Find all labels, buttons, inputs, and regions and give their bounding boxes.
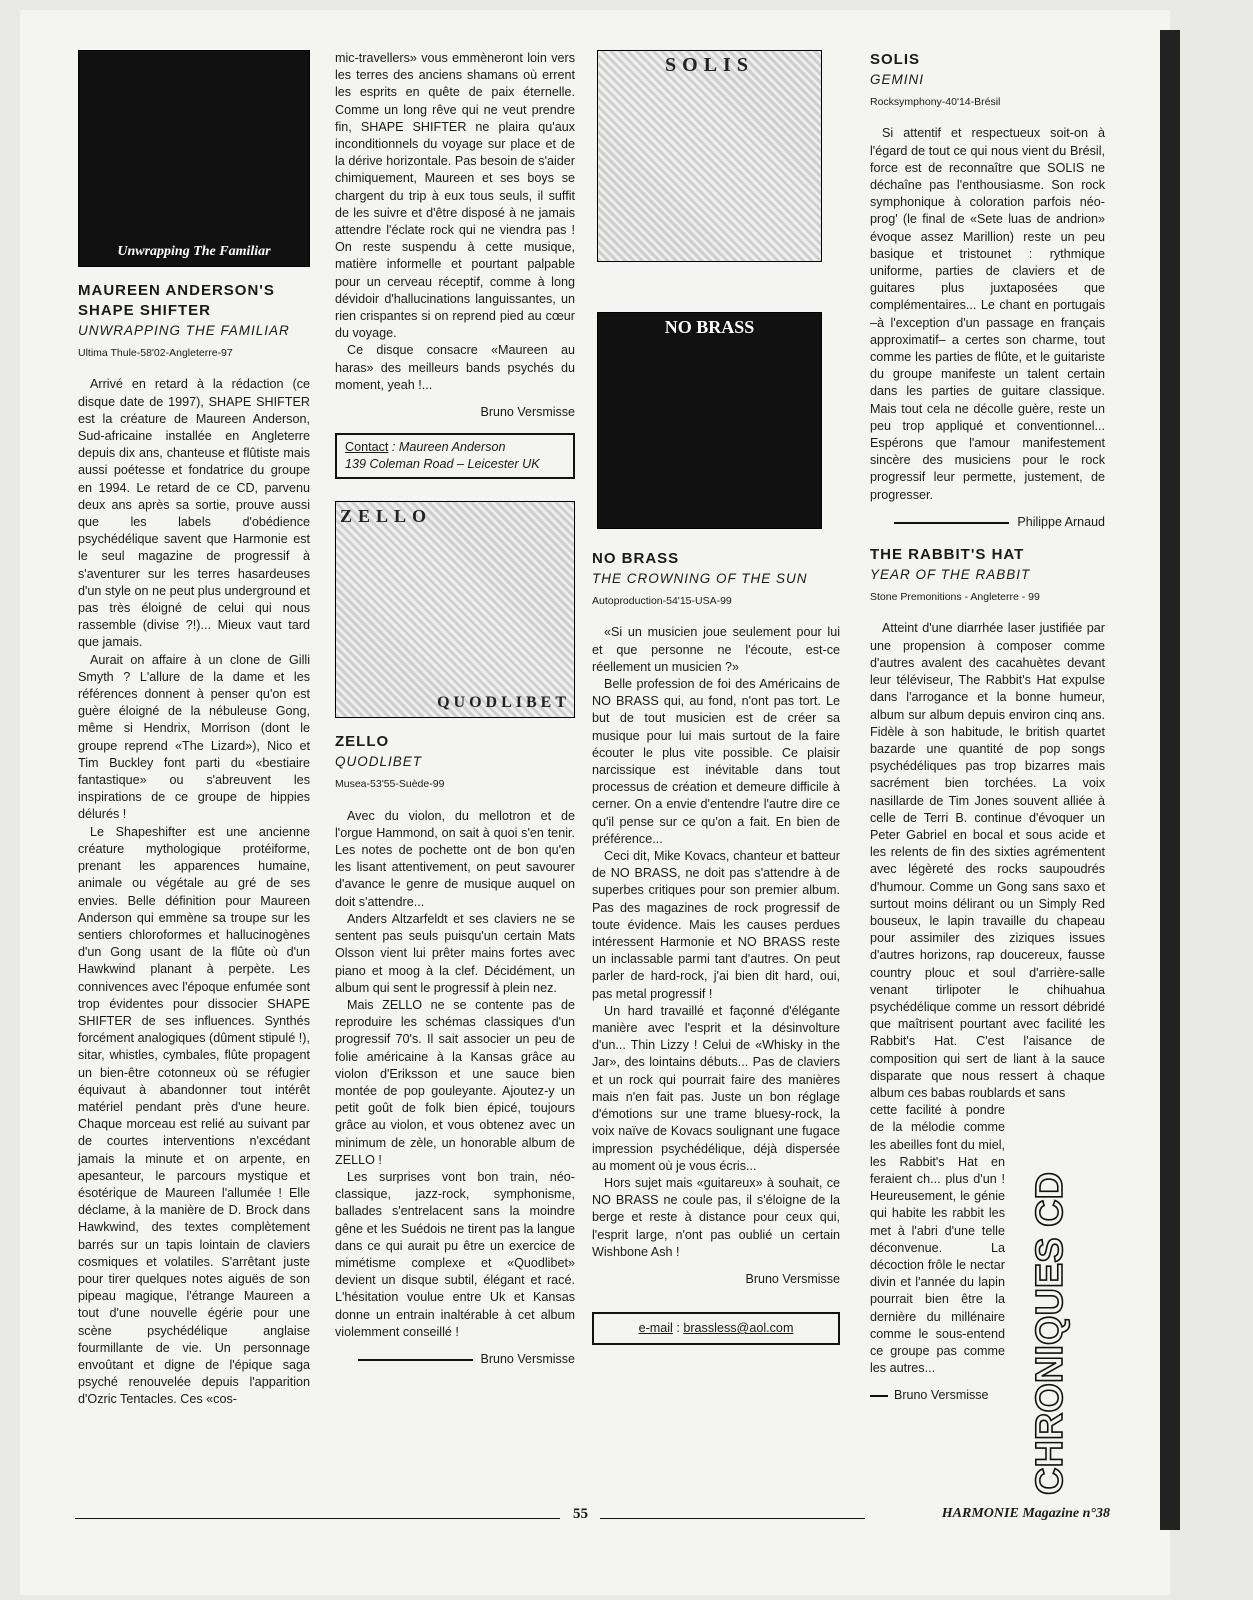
maureen-contact-box [335,433,575,479]
solis-title: SOLIS [870,51,921,68]
nobrass-album-cover [597,312,822,529]
page-number: 55 [573,1506,588,1522]
email-address[interactable]: brassless@aol.com [683,1321,794,1336]
chroniques-stamp-graphic [1010,1135,1090,1505]
nobrass-title: NO BRASS [592,550,680,567]
zello-p3: Mais ZELLO ne se contente pas de reproduire les schémas classiques d'un progressif 70's. Il sait associer un peu de folie américaine à la Kansas grâce au violon d'Eriksson et une sauce bien montée de pop gouleyante. Ajoutez-y un petit goût de folk bien épicé, toujours grâce au violon, et vous obtenez avec un minimum de zèle, un honorable album de ZELLO ! [335,997,575,1167]
solis-ref: Rocksymphony-40'14-Brésil [870,96,1001,109]
nobrass-email-box: e-mail : brassless@aol.com [592,1312,840,1345]
footer-rule-right [600,1518,865,1519]
maureen-title [78,281,310,321]
rabbit-p2: cette facilité à pondre de la mélodie comme les abeilles font du miel, les Rabbit's Hat en feraient ch... plus d'un ! Heureusement, le génie qui habite les rabbit les met à l'abri d'une telle déconvenue. La décoction frôle le nectar divin et l'année du lapin pourrait bien être la dernière du millénaire comme le sous-entend ce groupe pas comme les autres... [870,1103,1005,1376]
solis-author: Philippe Arnaud [1017,514,1105,529]
nobrass-p4: Un hard travaillé et façonné d'élégante manière avec l'esprit et la désinvolture d'un... Thin Lizzy ! Celui de «Whisky in the Jar», des lointains débuts... Pas de claviers et un rock qui pourrait faire des manières mais n'en fait pas. Juste un bon réglage d'émotions sur une trame bluesy-rock, la voix naïve de Kovacs soulignant une fugace impression psychédélique, déjà dispersée au moment où je vous écris... [592,1003,840,1173]
page-edge [1160,30,1180,1530]
maureen-p1: Arrivé en retard à la rédaction (ce disque date de 1997), SHAPE SHIFTER est la créature de Maureen Anderson, Sud-africaine installée en Angleterre depuis dix ans, chanteuse et flûtiste mais aussi poétesse et fondatrice du groupe en 1994. Le retard de ce CD, parvenu deux ans après sa sortie, prouve aussi que les labels d'obédience psychédélique savent que Harmonie est le seul magazine de progressif à s'aventurer sur les terres hasardeuses d'un style on ne peut plus underground et pas très éloigné de celui qui nous rassemble (divise ?!)... Mieux vaut tard que jamais. [78,377,310,650]
zello-cover-text: ZELLO [340,506,433,527]
rabbit-title: THE RABBIT'S HAT [870,546,1025,564]
solis-album: GEMINI [870,72,925,87]
solis-cover-text: SOLIS [665,54,754,76]
stamp-text: CHRONIQUES CD [1029,1171,1071,1495]
solis-p1: Si attentif et respectueux soit-on à l'égard de tout ce qui nous vient du Brésil, force est de reconnaître que SOLIS ne déchaîne pas l'enthousiasme. Son rock symphonique à coloration parfois néo-prog' (le final de «Sete luas de andrion» évoque assez Marillion) reste un peu basique et tristounet : rythmique uniforme, parties de claviers et de guitares plus juxtaposées que complémentaires... Le chant en portugais –à l'exception d'un passage en français approximatif– a certes son charme, tout comme les parties de flûte, et le guitariste du groupe manifeste un talent certain dans les parties de guitare classique. Mais tout cela ne décolle guère, reste un peu trop appliqué et conventionnel... Espérons que l'amour manifestement sincère des musiciens pour le rock progressif leur permette, justement, de progresser. [870,126,1105,502]
column-1 [78,50,310,1409]
nobrass-cover-text: NO BRASS [664,317,755,337]
zello-cover-sub: QUODLIBET [437,694,570,712]
zello-signature [335,1351,575,1368]
nobrass-ref: Autoproduction-54'15-USA-99 [592,595,732,608]
maureen-author: Bruno Versmisse [480,405,575,420]
rabbit-ref: Stone Premonitions - Angleterre - 99 [870,591,1040,604]
zello-p2: Anders Altzarfeldt et ses claviers ne se sentent pas seuls puisqu'un certain Mats Olsson vient lui prêter mains fortes avec piano et moog à la clef. Décidément, un album qui sent le progressif à plein nez. [335,911,575,995]
zello-p1: Avec du violon, du mellotron et de l'orgue Hammond, on sait à quoi s'en tenir. Les notes de pochette ont de bon qu'en les lisant attentivement, on peut savourer d'avance le genre de musique auquel on doit s'attendre... [335,808,575,909]
maureen-p4: mic-travellers» vous emmèneront loin vers les terres des anciens shamans où errent les esprits en quête de paix éternelle. Comme un long rêve qui ne veut prendre fin, SHAPE SHIFTER ne plaira qu'aux inconditionnels du voyage sur place et de la dérive horizontale. Pas besoin de s'aider chimiquement, Maureen et ses boys se chargent du trip à eux tous seuls, il suffit de les suivre et d'être disposé à ne jamais attendre l'éclate rock qui ne viendra pas ! On reste suspendu à cette musique, matière informelle et pourtant palpable pour un cerveau réceptif, comme à long dévidoir d'hallucinations languissantes, un rien crispantes si on reprend pied au cœur du voyage. [335,51,575,341]
maureen-signature [335,404,575,421]
maureen-album-cover [78,50,310,267]
email-label: e-mail [638,1321,673,1336]
magazine-name: HARMONIE Magazine n°38 [941,1506,1110,1521]
signature-rule [358,1359,473,1361]
nobrass-p1: «Si un musicien joue seulement pour lui et que personne ne l'écoute, est-ce réellement un musicien ?» [592,625,840,674]
page-footer [75,1506,1115,1532]
column-2 [335,50,575,1368]
maureen-title-line1: MAUREEN ANDERSON'S [78,282,275,299]
nobrass-signature [592,1271,840,1288]
zello-album: QUODLIBET [335,754,423,770]
maureen-p5: Ce disque consacre «Maureen au haras» des meilleurs bands psychés du moment, yeah !... [335,343,575,392]
contact-name: : Maureen Anderson [391,440,506,455]
solis-album-cover [597,50,822,262]
zello-ref: Musea-53'55-Suède-99 [335,778,445,791]
zello-p4: Les surprises vont bon train, néo-classique, jazz-rock, symphonisme, ballades s'entrelacent sans la moindre gêne et les Suédois ne tirent pas la langue dans ce qui aurait pu être un exercice de mimétisme complexe et «Quodlibet» devient un disque subtil, élégant et racé. L'hésitation voulue entre Uk et Kansas donne un entrain inaltérable à cet album violemment conseillé ! [335,1169,575,1339]
maureen-title-line2: SHAPE SHIFTER [78,302,212,319]
rabbit-p1: Atteint d'une diarrhée laser justifiée par une propension à composer comme d'autres avalent des cacahuètes devant leur téléviseur, The Rabbit's Hat expulse dans l'arrogance et la bonne humeur, album sur album depuis environ cinq ans. Fidèle à son habitude, le british quartet bazarde une quantité de pop songs psychédéliques pas trop bizarres mais sacrément bien torchées. La voix nasillarde de Tim Jones souvent alliée à celle de Terri B. continue d'évoquer un Peter Gabriel en bocal et sous acide et les relents de fin des sixties agrémentent avec légèreté des rocks saupoudrés d'humour. Comme un Gong sans saxo et surtout moins délirant ou un Simply Red bouseux, le lapin travaille du chapeau pour assimiler des ziziques issues d'autres horizons, rap doucereux, fausse country plouc et soul d'arrière-salle venant tirlipoter le chihuahua psychédélique comme un ressort débridé que maîtrisent pourtant avec facilité les Rabbit's Hat. C'est l'aisance de composition qui sert de liant à la sauce disparate que nous ressert à chaque album ces babas roublards et sans [870,621,1105,1100]
nobrass-album: THE CROWNING OF THE SUN [592,571,808,586]
maureen-cover-text: Unwrapping The Familiar [117,243,271,259]
column-3 [592,50,840,1345]
zello-author: Bruno Versmisse [480,1351,575,1366]
maureen-p2: Aurait on affaire à un clone de Gilli Smyth ? L'allure de la dame et les références donnent à penser qu'on est guère éloigné de la nébuleuse Gong, même si Hendrix, Morrison (dont le groupe reprend «The Lizard»), Nico et Tim Buckley font parti du «bestiaire fantastique» ou s'abreuvent les inspirations de ce groupe de hippies délurés ! [78,652,310,822]
signature-rule [894,522,1009,524]
footer-rule-left [75,1518,560,1519]
zello-title: ZELLO [335,733,390,751]
rabbit-author: Bruno Versmisse [894,1388,989,1403]
nobrass-p3: Ceci dit, Mike Kovacs, chanteur et batteur de NO BRASS, ne doit pas s'attendre à de superbes critiques pour son premier album. Pas des magazines de rock progressif de toute évidence. Mais les causes perdues intéressent Harmonie et NO BRASS reste un inclassable parmi tant d'autres. On peut parler de hard-rock, j'ai bien dit hard, oui, pas metal progressif ! [592,849,840,1001]
signature-rule [870,1395,888,1397]
solis-signature [870,514,1105,531]
contact-address: 139 Coleman Road – Leicester UK [345,457,540,472]
contact-label: Contact [345,440,389,455]
rabbit-album: YEAR OF THE RABBIT [870,567,1031,583]
maureen-ref: Ultima Thule-58'02-Angleterre-97 [78,347,233,360]
nobrass-p2: Belle profession de foi des Américains de NO BRASS qui, au fond, n'ont pas tort. Le but de tout musicien est de créer sa musique pour lui mais surtout de la faire écouter le plus vite possible. Ce plaisir narcissique est inévitable dans tout processus de création et demeure difficile à cerner. On a envie d'entendre l'autre dire ce qu'il pense sur ce qu'on a fait. En bien de préférence... [592,677,840,846]
zello-album-cover [335,501,575,718]
maureen-album: UNWRAPPING THE FAMILIAR [78,323,290,338]
chroniques-cd-stamp [1010,1135,1090,1505]
maureen-p3: Le Shapeshifter est une ancienne créature mythologique protéiforme, prenant les apparences humaine, animale ou végétale au gré de ses envies. Belle définition pour Maureen Anderson qui emmène sa troupe sur les sentiers chloroformes et hallucinogènes d'un Gong usant de la flûte où d'un Hawkwind planant à perpète. Les connivences avec l'époque enfumée sont trop évidentes pour dissocier SHAPE SHIFTER de ses influences. Synthés forcément analogiques (dûment stipulé !), sitar, whistles, cymbales, flûte propagent un bien-être cotonneux où se réfugier équivaut à abandonner tout intérêt matériel pendant près d'une heure. Chaque morceau est relié au suivant par de courtes interventions n'excédant jamais la minute et on arpente, en apesanteur, le parcours mystique et ésotérique de Maureen l'allumée ! Elle déclame, à la manière de D. Brock dans Hawkwind, des textes complètement barrés sur un tapis lointain de claviers cosmiques et volatiles. S'arrêtant juste pour tirer quelques notes aiguës de son pipeau magique, l'étrange Maureen a tout d'une nouvelle égérie pour une scène psychédélique anglaise fourmillante de vie. Un personnage envoûtant et digne de l'épique saga psyché renouvelée depuis l'apparition d'Ozric Tentacles. Ces «cos- [78,824,310,1407]
nobrass-p5: Hors sujet mais «guitareux» à souhait, ce NO BRASS ne coule pas, il s'éloigne de la berge et reste à distance pour ceux qui, l'esprit large, n'ont pas oublié un certain Wishbone Ash ! [592,1175,840,1259]
nobrass-author: Bruno Versmisse [745,1271,840,1286]
